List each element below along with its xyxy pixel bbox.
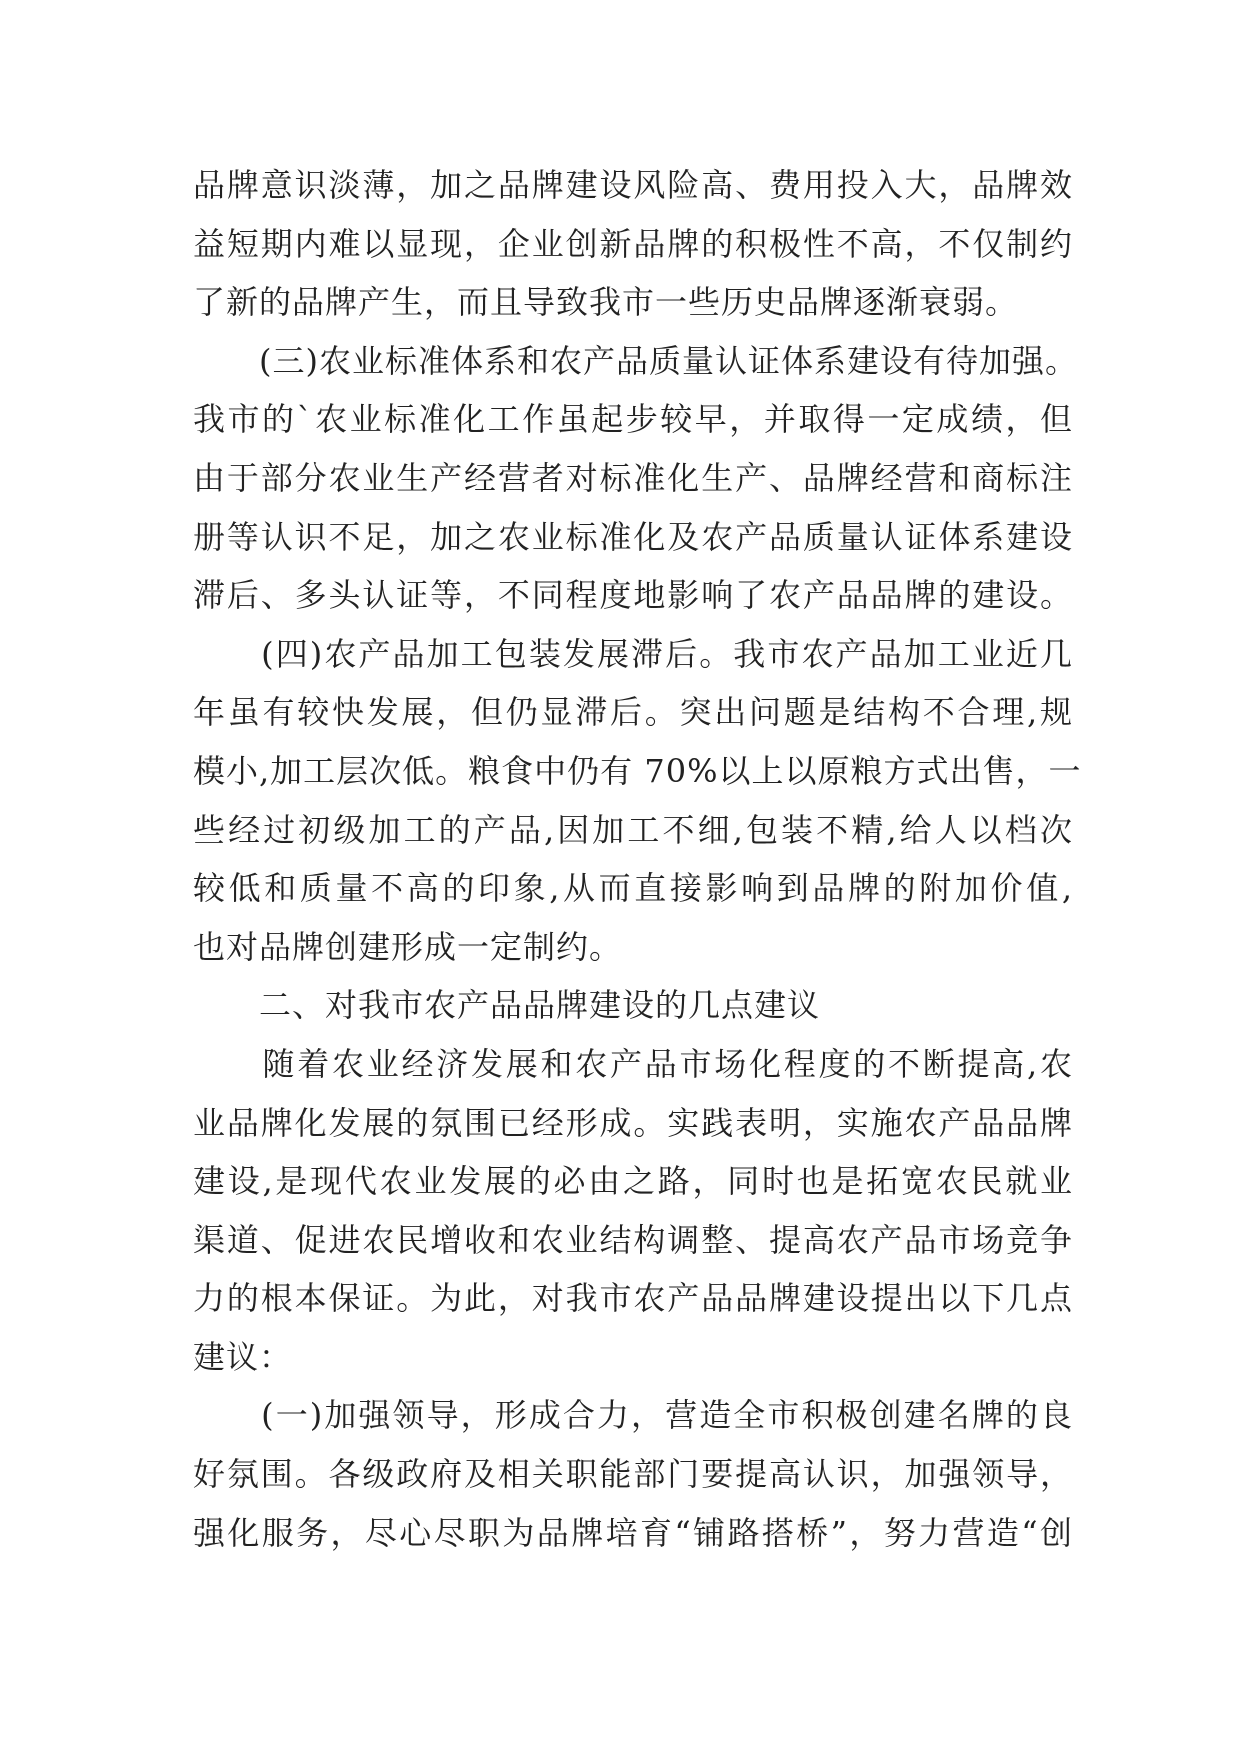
text-line: 建议： bbox=[193, 1337, 293, 1376]
text-line: 益短期内难以显现，企业创新品牌的积极性不高，不仅制约 bbox=[193, 224, 1073, 263]
text-line: (一)加强领导，形成合力，营造全市积极创建名牌的良 bbox=[193, 1396, 1073, 1435]
text-line: 了新的品牌产生，而且导致我市一些历史品牌逐渐衰弱。 bbox=[193, 283, 1019, 322]
text-line: 业品牌化发展的氛围已经形成。实践表明，实施农产品品牌 bbox=[193, 1103, 1073, 1142]
text-line: 建设,是现代农业发展的必由之路，同时也是拓宽农民就业 bbox=[193, 1162, 1073, 1201]
text-line: 由于部分农业生产经营者对标准化生产、品牌经营和商标注 bbox=[193, 458, 1073, 497]
text-line: 品牌意识淡薄，加之品牌建设风险高、费用投入大，品牌效 bbox=[193, 166, 1073, 204]
text-line: 渠道、促进农民增收和农业结构调整、提高农产品市场竞争 bbox=[193, 1220, 1073, 1259]
text-line: 力的根本保证。为此，对我市农产品品牌建设提出以下几点 bbox=[193, 1279, 1073, 1318]
text-line: (三)农业标准体系和农产品质量认证体系建设有待加强。 bbox=[193, 341, 1078, 380]
text-line: 好氛围。各级政府及相关职能部门要提高认识，加强领导， bbox=[193, 1455, 1073, 1494]
text-line: 较低和质量不高的印象,从而直接影响到品牌的附加价值, bbox=[193, 869, 1073, 908]
text-line: (四)农产品加工包装发展滞后。我市农产品加工业近几 bbox=[193, 634, 1073, 673]
text-line: 也对品牌创建形成一定制约。 bbox=[193, 927, 623, 966]
text-line: 册等认识不足，加之农业标准化及农产品质量认证体系建设 bbox=[193, 517, 1073, 556]
text-line: 强化服务，尽心尽职为品牌培育“铺路搭桥”，努力营造“创 bbox=[193, 1513, 1073, 1552]
text-line: 模小,加工层次低。粮食中仍有 70%以上以原粮方式出售，一 bbox=[193, 751, 1082, 790]
text-line: 些经过初级加工的产品,因加工不细,包装不精,给人以档次 bbox=[193, 810, 1073, 849]
text-line: 我市的`农业标准化工作虽起步较早，并取得一定成绩，但 bbox=[193, 400, 1073, 439]
text-line: 年虽有较快发展，但仍显滞后。突出问题是结构不合理,规 bbox=[193, 693, 1073, 732]
body-text bbox=[193, 156, 1082, 1562]
text-line: 随着农业经济发展和农产品市场化程度的不断提高,农 bbox=[193, 1044, 1073, 1083]
section-heading: 二、对我市农产品品牌建设的几点建议 bbox=[193, 986, 821, 1025]
text-line: 滞后、多头认证等，不同程度地影响了农产品品牌的建设。 bbox=[193, 576, 1073, 615]
